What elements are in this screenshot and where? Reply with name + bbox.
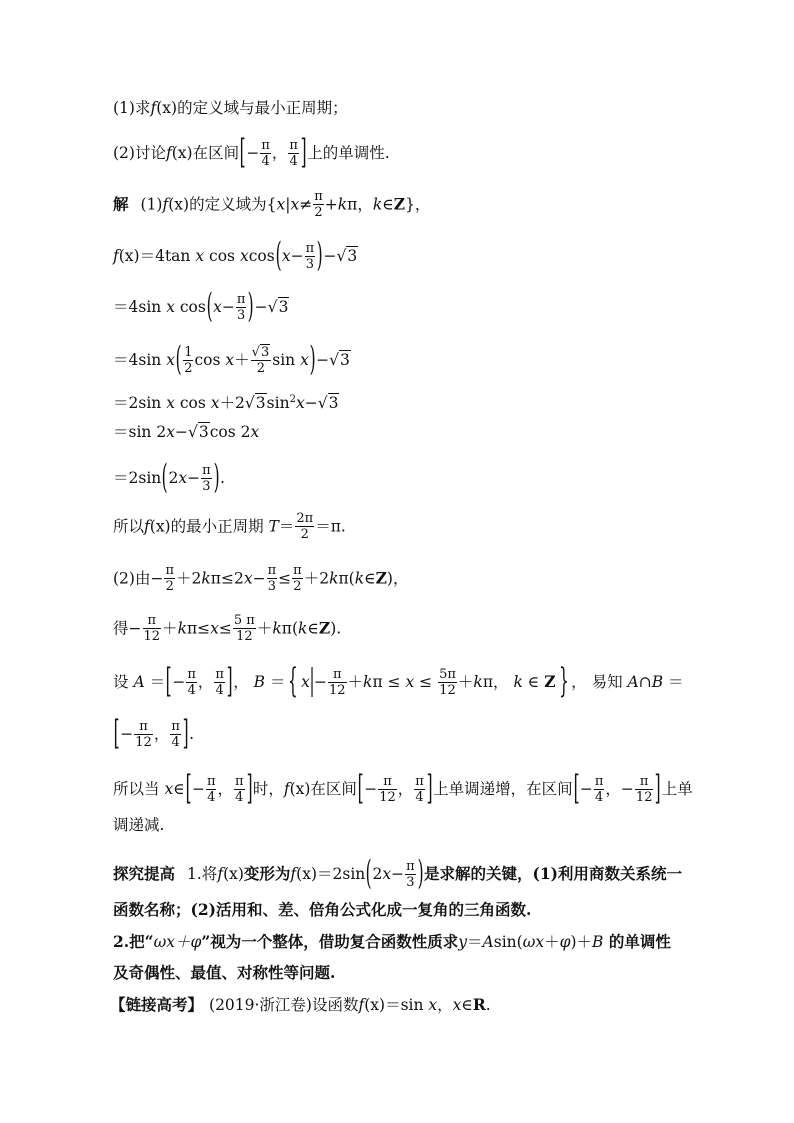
equation-line-2: ＝4sin x cos(x− $\frac{\pi}{3}$ )−√3 (113, 286, 289, 326)
link-gaokao-label: 【链接高考】 (110, 995, 204, 1014)
equation-line-4: ＝2sin x $\cos x+2√3\sin^2x-√3$ (113, 394, 339, 413)
explore-line-1: 探究提高 1.将f(x)变形为f(x)＝2sin(2x− $\frac{\pi}{3}$ )是求解的关键，(1)利用商数关系统一 (113, 853, 682, 893)
explore-line-3: 2.把“ωx＋φ”视为一个整体，借助复合函数性质求y＝Asin(ωx＋φ)＋B 的单调性 (113, 932, 671, 951)
question-1: (1)求f(x)的定义域与最小正周期； (113, 99, 348, 117)
part2-line-1: (2)由− $\frac{\pi}{2}$ ＋2kπ≤2x− $\frac{\pi}{3}$ ≤ $\frac{\pi}{2}$ ＋2kπ(k∈Z)， (113, 563, 409, 594)
equation-line-1: f(x)＝4tan x cos xcos(x− $\frac{\pi}{3}$ )−√3 (113, 235, 358, 275)
link-gaokao-line: 【链接高考】 (2019·浙江卷)设函数f(x)＝sin x，x∈R. (110, 995, 491, 1014)
part2-line-3: 设 A ＝[− $\frac{\pi}{4}$ ， $\frac{\pi}{4}$ ]， B ＝{ x|− $\frac{\pi}{12}$ ＋kπ ≤ x ≤ $\frac{5\pi}{12}$ ＋kπ， k ∈ Z} ， 易知 A∩B ＝ (113, 661, 684, 701)
explore-line-2: 函数名称；(2)活用和、差、倍角公式化成一复角的三角函数. (113, 900, 532, 919)
equation-line-5: ＝sin 2x−√3cos 2x (113, 423, 260, 441)
explore-line-4: 及奇偶性、最值、对称性等问题. (113, 963, 336, 982)
period-line: 所以f(x)的最小正周期 T＝ $\frac{2\pi}{2}$ ＝π. (113, 511, 346, 542)
equation-line-6: ＝2sin(2x− $\frac{\pi}{3}$ ). (113, 457, 225, 497)
equation-line-3: ＝4sin x( $\frac{1}{2}$ cos x＋ $\frac{√3}{2}$ sin x)−√3 (113, 339, 350, 379)
part2-line-2: 得− $\frac{\pi}{12}$ ＋kπ≤x≤ $\frac{5 \pi}{12}$ ＋kπ(k∈Z). (113, 613, 342, 644)
part2-line-6: 调递减. (113, 816, 165, 834)
solution-domain: 解 (1)f(x)的定义域为{x|x≠ $\frac{\pi}{2}$ +kπ，k∈Z}， (113, 189, 431, 220)
part2-line-5: 所以当 x∈[− $\frac{\pi}{4}$ ， $\frac{\pi}{4}$ ]时，f(x)在区间[− $\frac{\pi}{12}$ ， $\frac{\pi}{4}$ ]上单调递增，在区间[− $\frac{\pi}{4}$ ，− $\frac{\pi}{12}$ ]上单 (113, 768, 693, 808)
question-2: (2)讨论f(x)在区间[− $\frac{\pi}{4}$ ， $\frac{\pi}{4}$ ]上的单调性. (113, 132, 390, 172)
part2-line-4: [− $\frac{\pi}{12}$ ， $\frac{\pi}{4}$ ]. (113, 713, 195, 753)
